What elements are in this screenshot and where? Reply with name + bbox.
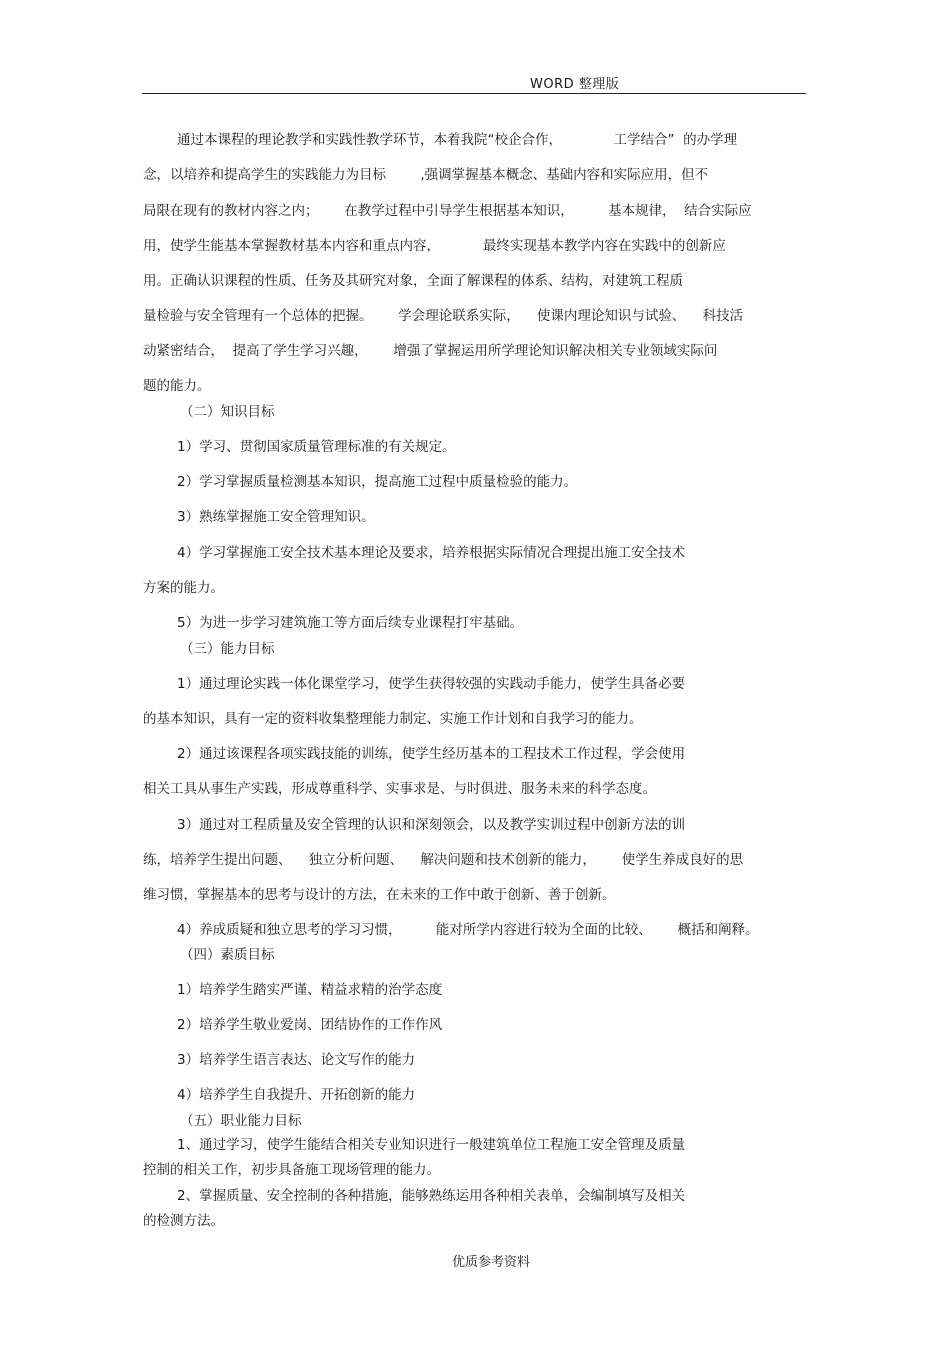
list-item: 5）为进一步学习建筑施工等方面后续专业课程打牢基础。 [177, 615, 524, 631]
paragraph-line: 动紧密结合， 提高了学生学习兴趣， 增强了掌握运用所学理论知识解决相关专业领域实际问 [143, 343, 718, 359]
list-item: 1）学习、贯彻国家质量管理标准的有关规定。 [177, 439, 456, 455]
section-heading: （四）素质目标 [180, 947, 275, 963]
list-item: 1、通过学习，使学生能结合相关专业知识进行一般建筑单位工程施工安全管理及质量 [177, 1137, 686, 1153]
list-item: 4）养成质疑和独立思考的学习习惯， 能对所学内容进行较为全面的比较、 概括和阐释。 [177, 922, 759, 938]
list-item: 2）学习掌握质量检测基本知识，提高施工过程中质量检验的能力。 [177, 474, 578, 490]
paragraph-line: 局限在现有的教材内容之内； 在教学过程中引导学生根据基本知识， 基本规律， 结合实际应 [143, 203, 752, 219]
list-item: 1）通过理论实践一体化课堂学习，使学生获得较强的实践动手能力，使学生具备必要 [177, 676, 686, 692]
paragraph-line: 用。正确认识课程的性质、任务及其研究对象，全面了解课程的体系、结构，对建筑工程质 [143, 273, 683, 289]
paragraph-line: 维习惯，掌握基本的思考与设计的方法，在未来的工作中敢于创新、善于创新。 [143, 887, 616, 903]
list-item: 4）培养学生自我提升、开拓创新的能力 [177, 1087, 416, 1103]
paragraph-line: 题的能力。 [143, 378, 211, 394]
list-item: 2）培养学生敬业爱岗、团结协作的工作作风 [177, 1017, 443, 1033]
paragraph-line: 的基本知识，具有一定的资料收集整理能力制定、实施工作计划和自我学习的能力。 [143, 711, 643, 727]
paragraph-line: 相关工具从事生产实践，形成尊重科学、实事求是、与时俱进、服务未来的科学态度。 [143, 781, 656, 797]
paragraph-line: 念，以培养和提高学生的实践能力为目标 ,强调掌握基本概念、基础内容和实际应用，但不 [143, 167, 709, 183]
list-item: 3）熟练掌握施工安全管理知识。 [177, 509, 375, 525]
paragraph-line: 用，使学生能基本掌握教材基本内容和重点内容， 最终实现基本教学内容在实践中的创新应 [143, 238, 726, 254]
list-item: 3）通过对工程质量及安全管理的认识和深刻领会，以及教学实训过程中创新方法的训 [177, 817, 686, 833]
list-item: 3）培养学生语言表达、论文写作的能力 [177, 1052, 416, 1068]
paragraph-line: 量检验与安全管理有一个总体的把握。 学会理论联系实际， 使课内理论知识与试验、 科技活 [143, 308, 744, 324]
section-heading: （三）能力目标 [180, 641, 275, 657]
list-item: 2、掌握质量、安全控制的各种措施，能够熟练运用各种相关表单，会编制填写及相关 [177, 1188, 686, 1204]
header-title: WORD 整理版 [530, 77, 620, 92]
section-heading: （二）知识目标 [180, 404, 275, 420]
list-item: 1）培养学生踏实严谨、精益求精的治学态度 [177, 982, 443, 998]
paragraph-line: 的检测方法。 [143, 1213, 224, 1229]
header-divider [142, 93, 806, 94]
list-item: 2）通过该课程各项实践技能的训练，使学生经历基本的工程技术工作过程，学会使用 [177, 746, 686, 762]
paragraph-line: 方案的能力。 [143, 580, 224, 596]
paragraph-line: 控制的相关工作，初步具备施工现场管理的能力。 [143, 1162, 440, 1178]
section-heading: （五）职业能力目标 [180, 1113, 302, 1129]
page-footer: 优质参考资料 [452, 1255, 531, 1270]
paragraph-line: 练，培养学生提出问题、 独立分析问题、 解决问题和技术创新的能力， 使学生养成良好的思 [143, 852, 744, 868]
list-item: 4）学习掌握施工安全技术基本理论及要求，培养根据实际情况合理提出施工安全技术 [177, 545, 686, 561]
paragraph-line: 通过本课程的理论教学和实践性教学环节，本着我院“校企合作， 工学结合” 的办学理 [177, 132, 738, 148]
